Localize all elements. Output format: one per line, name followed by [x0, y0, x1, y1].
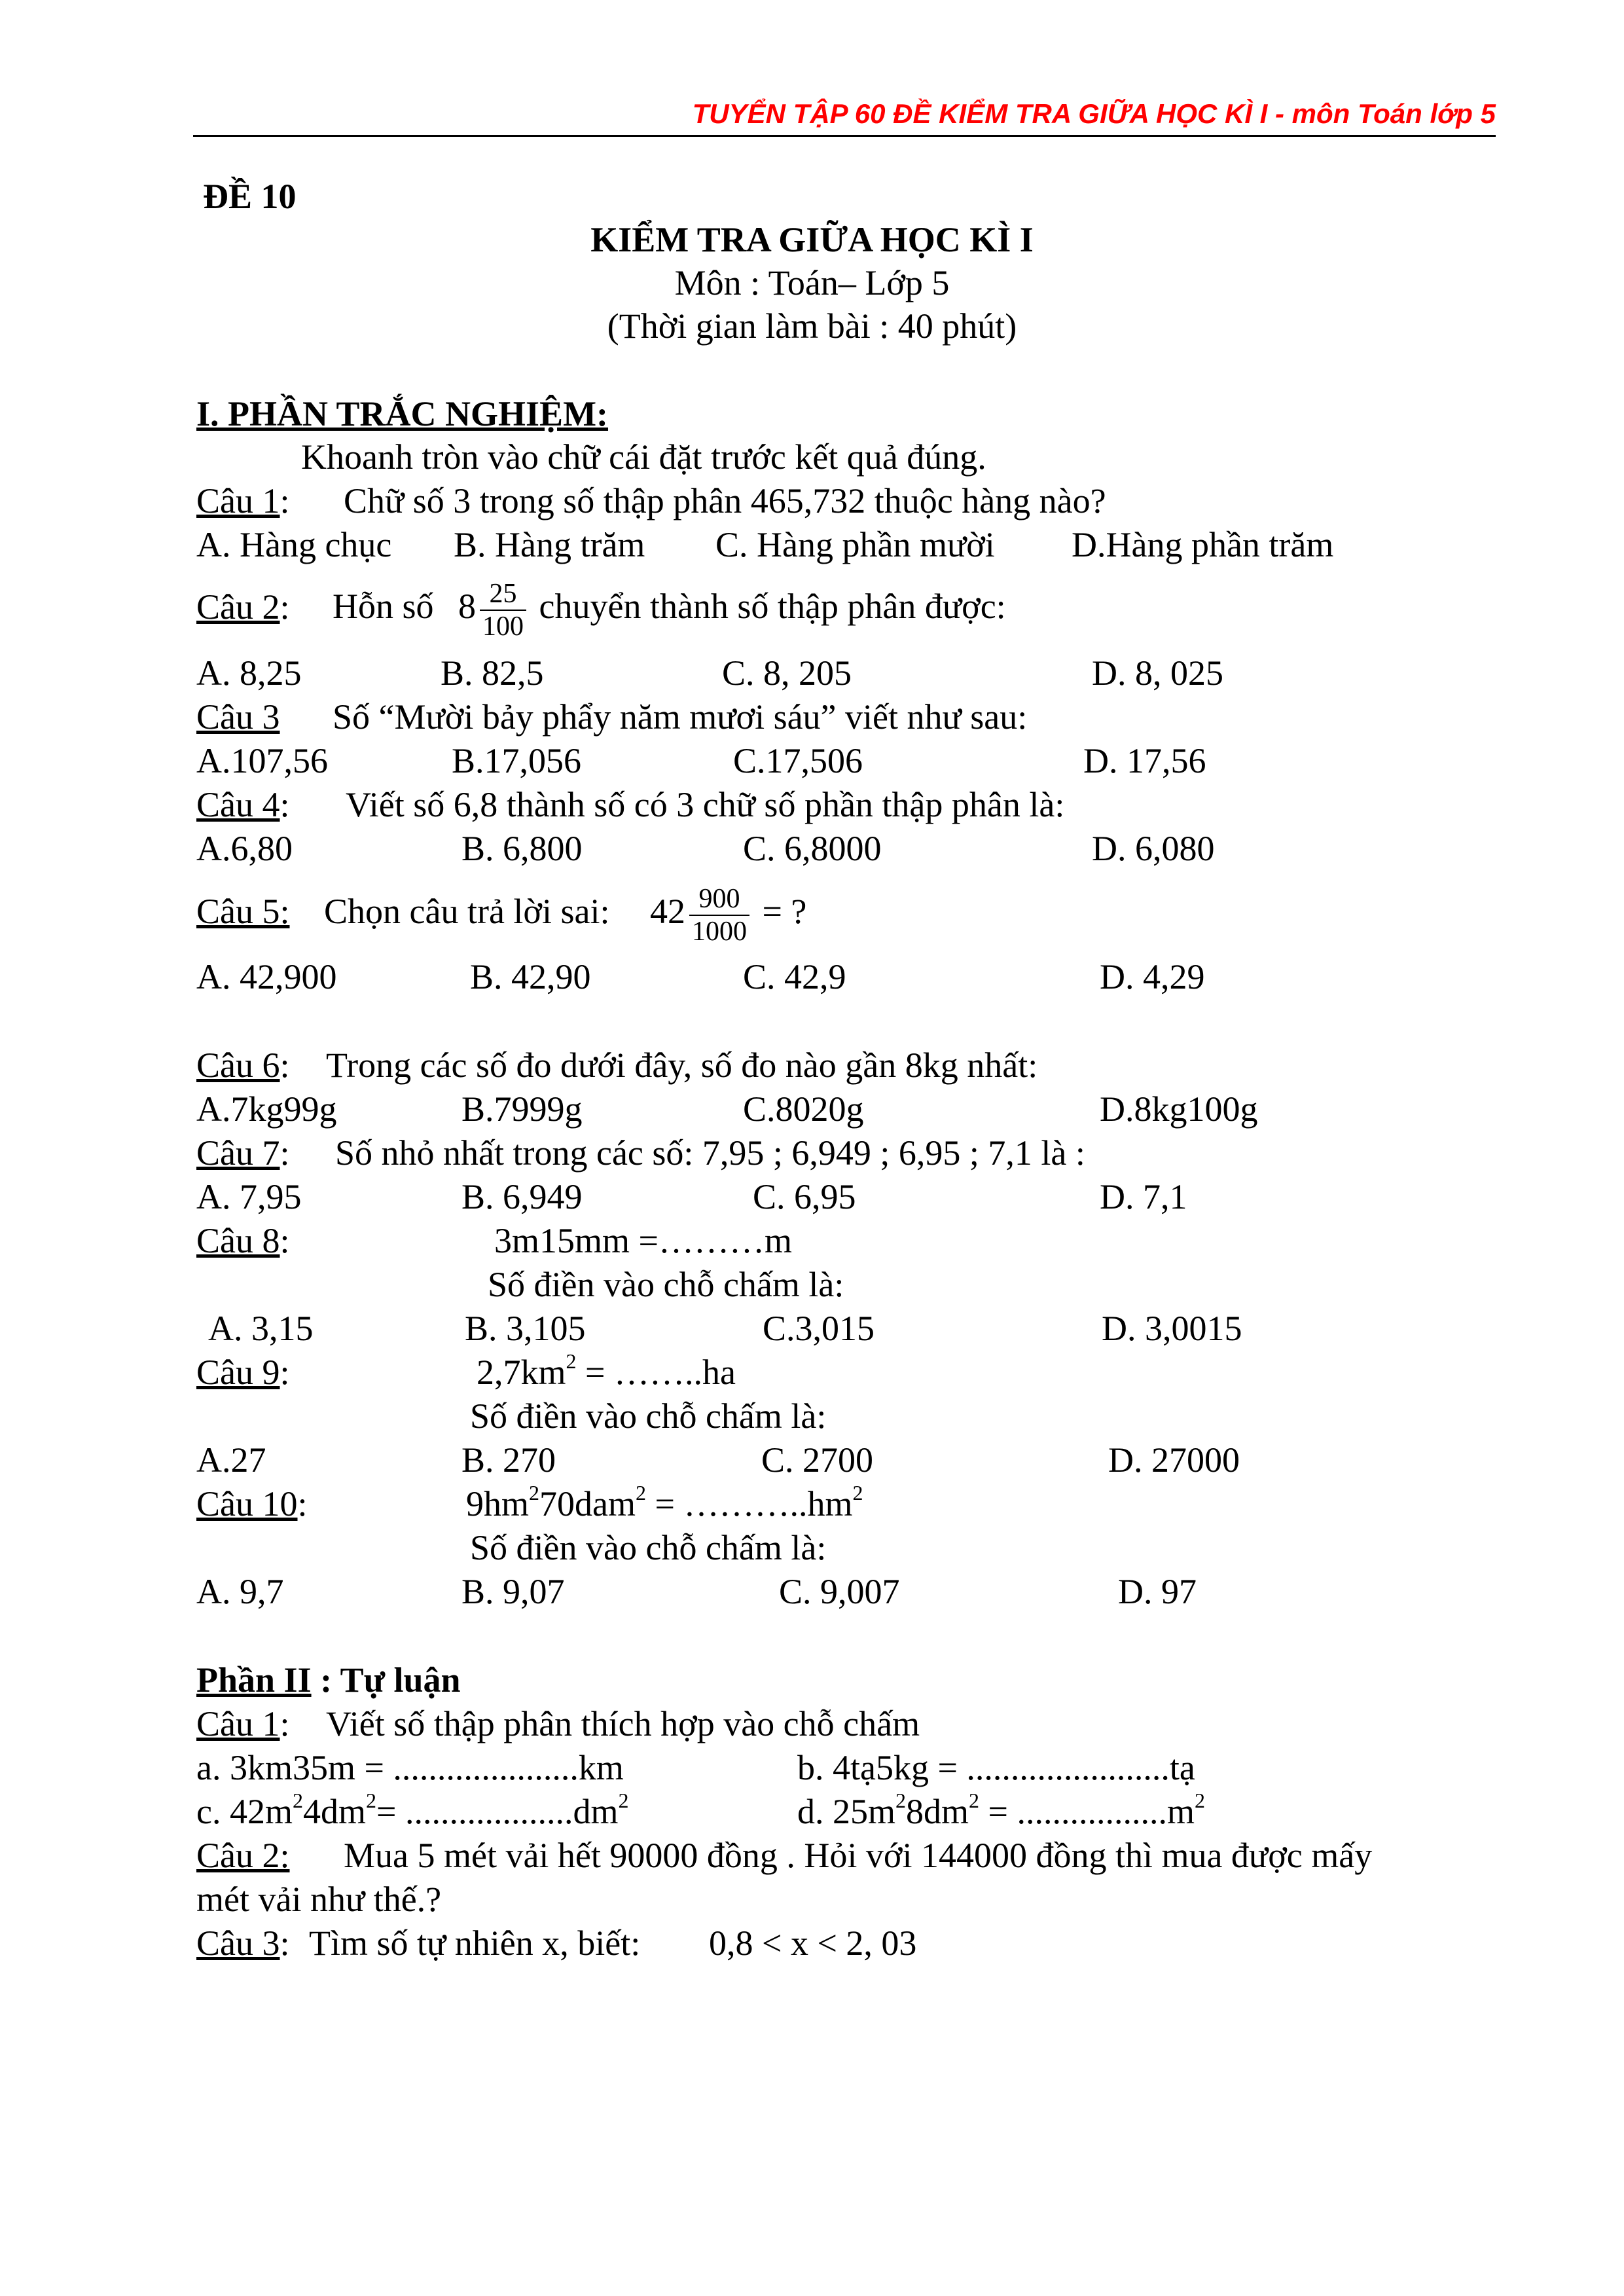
q10-option-c[interactable]: C. 9,007	[779, 1572, 900, 1611]
q8-option-a[interactable]: A. 3,15	[208, 1309, 314, 1348]
q3-option-d[interactable]: D. 17,56	[1083, 741, 1206, 780]
q2-option-b[interactable]: B. 82,5	[441, 653, 544, 693]
q2-option-d[interactable]: D. 8, 025	[1092, 653, 1223, 693]
question-6-text: Trong các số đo dưới đây, số đo nào gần 8kg nhất:	[326, 1046, 1038, 1085]
question-9: Câu 9:	[196, 1353, 290, 1392]
question-10: Câu 10:	[196, 1484, 308, 1523]
q4-option-d[interactable]: D. 6,080	[1092, 829, 1215, 868]
q9-option-d[interactable]: D. 27000	[1108, 1440, 1240, 1480]
exam-time: (Thời gian làm bài : 40 phút)	[607, 306, 1017, 346]
question-4-text: Viết số 6,8 thành số có 3 chữ số phần thập phân là:	[346, 785, 1065, 824]
q3-option-b[interactable]: B.17,056	[452, 741, 582, 780]
part2-heading: Phần II : Tự luận	[196, 1660, 461, 1700]
essay-question-1-text: Viết số thập phân thích hợp vào chỗ chấm	[326, 1704, 920, 1743]
header-title: TUYỂN TẬP 60 ĐỀ KIỂM TRA GIỮA HỌC KÌ I - môn Toán lớp 5	[692, 98, 1496, 129]
q9-option-b[interactable]: B. 270	[461, 1440, 556, 1480]
question-label: Câu 2:	[196, 1836, 290, 1875]
question-8-prompt: Số điền vào chỗ chấm là:	[488, 1265, 844, 1304]
essay-q1-item-d: d. $25m^28dm^2 = .................m^2$	[797, 1789, 1205, 1831]
question-10-prompt: Số điền vào chỗ chấm là:	[470, 1528, 827, 1567]
essay-q1-item-a: a. 3km35m = .....................km	[196, 1748, 624, 1787]
question-label: Câu 3	[196, 1923, 280, 1963]
question-1-text: Chữ số 3 trong số thập phân 465,732 thuộc hàng nào?	[344, 481, 1106, 520]
question-label: Câu 7	[196, 1133, 280, 1173]
question-10-expression: $9hm^270dam^2$ = $\dots\dots\dots..hm^2$	[466, 1481, 863, 1523]
question-label: Câu 8	[196, 1221, 280, 1260]
question-3	[196, 696, 280, 738]
question-label: Câu 5:	[196, 892, 290, 931]
essay-question-1: Câu 1:	[196, 1704, 290, 1743]
question-8-expression: 3m15mm =………m	[494, 1221, 792, 1260]
q6-option-b[interactable]: B.7999g	[461, 1089, 583, 1129]
q7-option-d[interactable]: D. 7,1	[1100, 1177, 1187, 1216]
question-label: Câu 6	[196, 1046, 280, 1085]
essay-question-3-expression: 0,8 < x < 2, 03	[709, 1923, 917, 1963]
question-label: Câu 9	[196, 1353, 280, 1392]
question-label: Câu 3	[196, 697, 280, 737]
question-1: Câu 1:	[196, 481, 290, 520]
q1-option-b[interactable]: B. Hàng trăm	[454, 525, 645, 564]
q6-option-a[interactable]: A.7kg99g	[196, 1089, 337, 1129]
question-7: Câu 7:	[196, 1133, 290, 1173]
question-7-text: Số nhỏ nhất trong các số: 7,95 ; 6,949 ; 6,95 ; 7,1 là :	[335, 1133, 1085, 1173]
exam-subject: Môn : Toán– Lớp 5	[674, 263, 950, 302]
q1-option-d[interactable]: D.Hàng phần trăm	[1072, 525, 1334, 564]
exam-number: ĐỀ 10	[203, 177, 297, 216]
essay-q1-item-b: b. 4tạ5kg = .......................tạ	[797, 1748, 1195, 1787]
mixed-fraction: $\frac{25}{100}$	[480, 578, 526, 642]
q7-option-c[interactable]: C. 6,95	[753, 1177, 856, 1216]
q7-option-b[interactable]: B. 6,949	[461, 1177, 583, 1216]
q4-option-c[interactable]: C. 6,8000	[743, 829, 882, 868]
mixed-fraction: $\frac{900}{1000}$	[689, 883, 749, 947]
q5-option-c[interactable]: C. 42,9	[743, 957, 846, 996]
exam-title: KIỂM TRA GIỮA HỌC KÌ I	[590, 220, 1034, 259]
essay-question-3: Câu 3:	[196, 1923, 290, 1963]
q10-option-d[interactable]: D. 97	[1118, 1572, 1197, 1611]
essay-question-2-line1: Mua 5 mét vải hết 90000 đồng . Hỏi với 144000 đồng thì mua được mấy	[344, 1836, 1373, 1875]
question-2: Câu 2:	[196, 587, 290, 627]
question-5-text: Chọn câu trả lời sai: 42 $\frac{900}{1000}$ = ?	[324, 883, 807, 947]
question-3-text: Số “Mười bảy phẩy năm mươi sáu” viết như sau:	[333, 697, 1028, 737]
question-2-text: Hỗn số 8 $\frac{25}{100}$ chuyển thành số thập phân được:	[333, 578, 1006, 642]
q5-option-b[interactable]: B. 42,90	[470, 957, 591, 996]
q2-option-c[interactable]: C. 8, 205	[722, 653, 852, 693]
q6-option-d[interactable]: D.8kg100g	[1100, 1089, 1258, 1129]
question-label: Câu 1	[196, 1704, 280, 1743]
q8-option-b[interactable]: B. 3,105	[465, 1309, 586, 1348]
part1-heading: I. PHẦN TRẮC NGHIỆM:	[196, 394, 609, 433]
question-label: Câu 4	[196, 785, 280, 824]
essay-question-2-line2: mét vải như thế.?	[196, 1880, 442, 1919]
q3-option-a[interactable]: A.107,56	[196, 741, 328, 780]
q5-option-a[interactable]: A. 42,900	[196, 957, 337, 996]
q1-option-c[interactable]: C. Hàng phần mười	[715, 525, 995, 564]
question-4: Câu 4:	[196, 785, 290, 824]
question-6: Câu 6:	[196, 1046, 290, 1085]
question-9-prompt: Số điền vào chỗ chấm là:	[470, 1396, 827, 1436]
question-label: Câu 2	[196, 587, 280, 627]
essay-question-2	[196, 1834, 290, 1876]
q8-option-d[interactable]: D. 3,0015	[1102, 1309, 1242, 1348]
q2-option-a[interactable]: A. 8,25	[196, 653, 302, 693]
question-8: Câu 8:	[196, 1221, 290, 1260]
q6-option-c[interactable]: C.8020g	[743, 1089, 864, 1129]
q4-option-b[interactable]: B. 6,800	[461, 829, 583, 868]
q8-option-c[interactable]: C.3,015	[763, 1309, 875, 1348]
header-rule	[193, 135, 1496, 137]
q5-option-d[interactable]: D. 4,29	[1100, 957, 1205, 996]
q1-option-a[interactable]: A. Hàng chục	[196, 525, 392, 564]
part1-instruction: Khoanh tròn vào chữ cái đặt trước kết quả đúng.	[301, 437, 986, 477]
page-header	[193, 85, 1496, 137]
q10-option-b[interactable]: B. 9,07	[461, 1572, 565, 1611]
q4-option-a[interactable]: A.6,80	[196, 829, 293, 868]
q7-option-a[interactable]: A. 7,95	[196, 1177, 302, 1216]
question-5	[196, 890, 290, 932]
question-label: Câu 10	[196, 1484, 298, 1523]
q9-option-c[interactable]: C. 2700	[761, 1440, 874, 1480]
q3-option-c[interactable]: C.17,506	[733, 741, 863, 780]
question-9-expression: $2,7km^2$ = ……..ha	[477, 1349, 736, 1392]
essay-q1-item-c: c. $42m^24dm^2= ...................dm^2$	[196, 1789, 629, 1831]
question-label: Câu 1	[196, 481, 280, 520]
essay-question-3-text: Tìm số tự nhiên x, biết:	[309, 1923, 641, 1963]
q10-option-a[interactable]: A. 9,7	[196, 1572, 284, 1611]
q9-option-a[interactable]: A.27	[196, 1440, 266, 1480]
